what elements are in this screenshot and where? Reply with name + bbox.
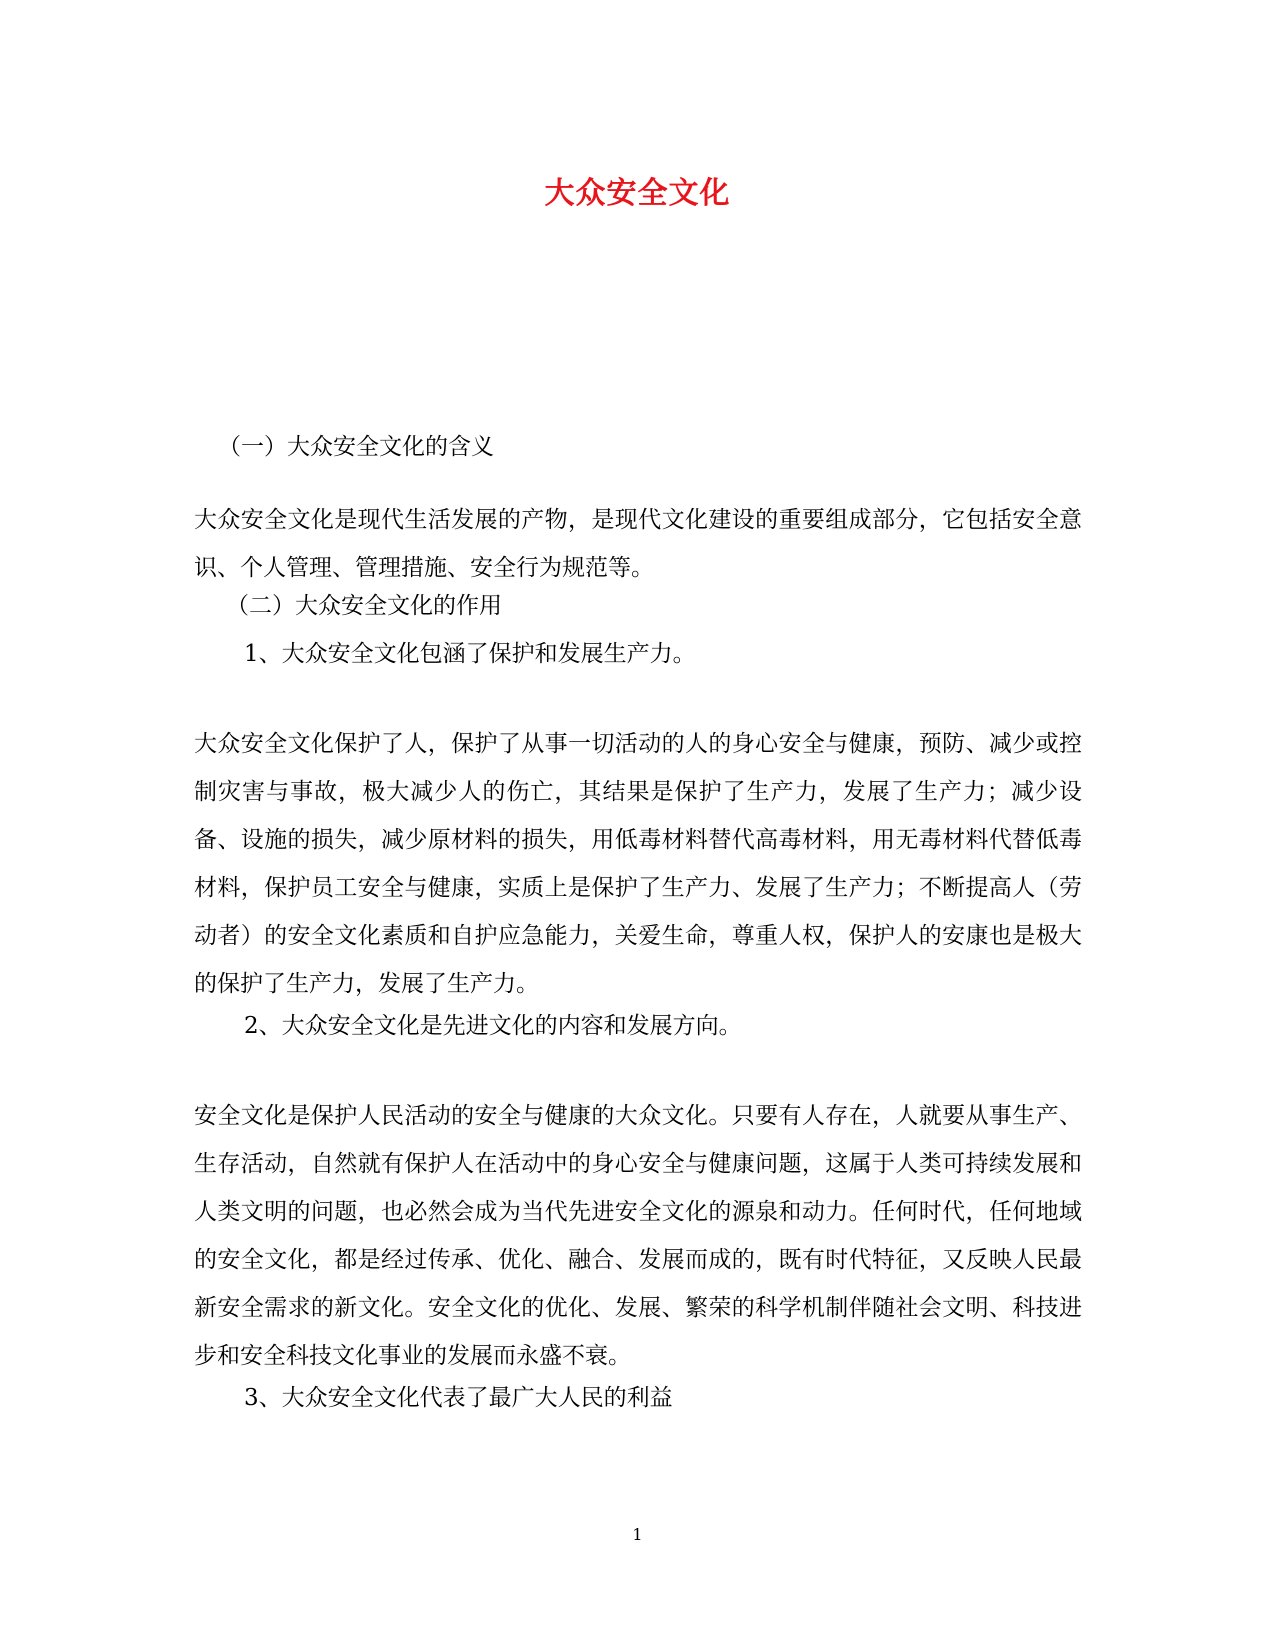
item-heading-1: 1、大众安全文化包涵了保护和发展生产力。 [244, 641, 696, 667]
paragraph-meaning: 大众安全文化是现代生活发展的产物，是现代文化建设的重要组成部分，它包括安全意识、个人管理、管理措施、安全行为规范等。 [194, 507, 1082, 581]
paragraph-item-2: 安全文化是保护人民活动的安全与健康的大众文化。只要有人存在，人就要从事生产、生存活动，自然就有保护人在活动中的身心安全与健康问题，这属于人类可持续发展和人类文明的问题，也必然会成为当代先进安全文化的源泉和动力。任何时代，任何地域的安全文化，都是经过传承、优化、融合、发展而成的，既有时代特征，又反映人民最新安全需求的新文化。安全文化的优化、发展、繁荣的科学机制伴随社会文明、科技进步和安全科技文化事业的发展而永盛不衰。 [194, 1103, 1082, 1369]
section-heading-meaning: （一）大众安全文化的含义 [218, 434, 494, 460]
document-title: 大众安全文化 [544, 176, 731, 211]
item-heading-3: 3、大众安全文化代表了最广大人民的利益 [244, 1385, 673, 1411]
item-heading-2: 2、大众安全文化是先进文化的内容和发展方向。 [244, 1013, 742, 1039]
paragraph-item-1: 大众安全文化保护了人，保护了从事一切活动的人的身心安全与健康，预防、减少或控制灾害与事故，极大减少人的伤亡，其结果是保护了生产力，发展了生产力；减少设备、设施的损失，减少原材料的损失，用低毒材料替代高毒材料，用无毒材料代替低毒材料，保护员工安全与健康，实质上是保护了生产力、发展了生产力；不断提高人（劳动者）的安全文化素质和自护应急能力，关爱生命，尊重人权，保护人的安康也是极大的保护了生产力，发展了生产力。 [194, 731, 1082, 997]
page-number: 1 [632, 1525, 643, 1544]
section-heading-role: （二）大众安全文化的作用 [226, 593, 502, 619]
